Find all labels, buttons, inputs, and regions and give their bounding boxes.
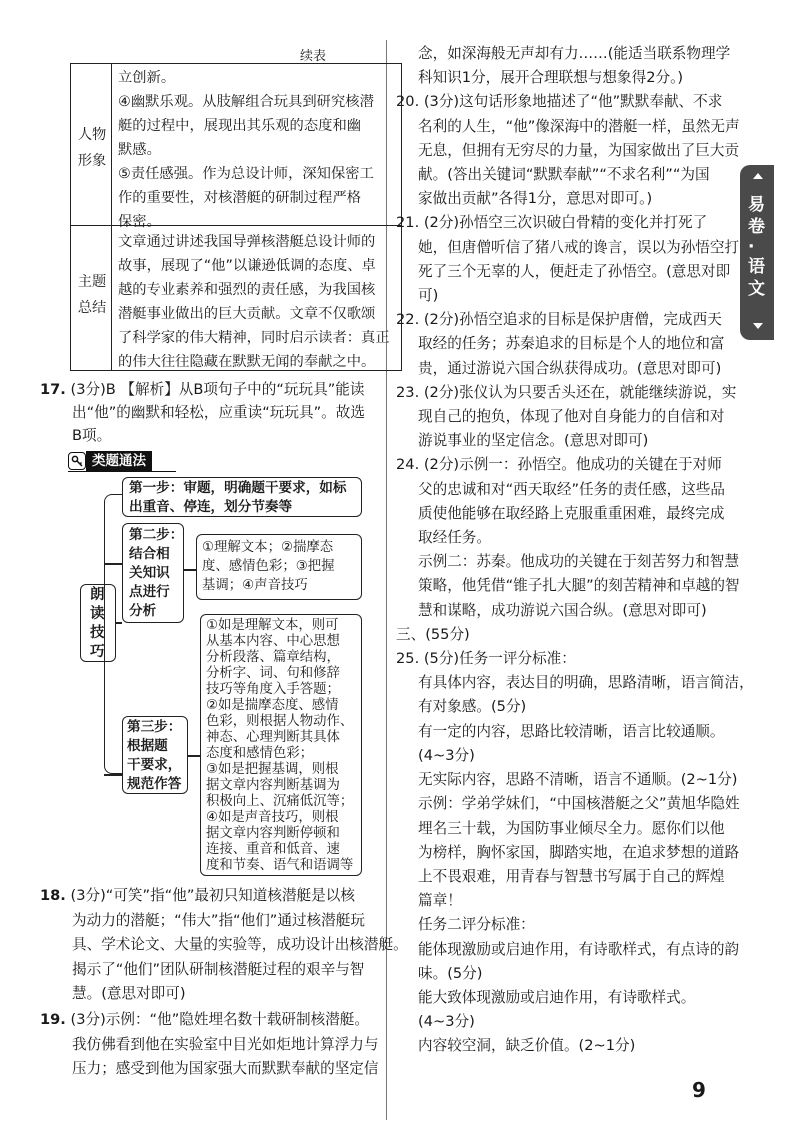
table-label-theme [77,269,107,321]
text-line: 贵，通过游说六国合纵获得成功。(意思对即可) [418,359,722,377]
diagram-step3-detail-text [206,618,353,874]
detail-line: 连接、重音和低音、速 [206,842,340,857]
character-theme-table [70,63,402,371]
cell-line: 艇的过程中，展现出其乐观的态度和幽 [118,118,362,134]
text-line: 示例：学弟学妹们，“中国核潜艇之父”黄旭华隐姓 [418,795,740,813]
text-line: 父的忠诚和对“西天取经”任务的责任感，这些品 [418,480,725,498]
table-label-column [71,64,112,370]
step-line: 规范作答 [127,776,182,792]
side-tab-char: 文 [748,279,765,299]
text-line: 内容较空洞，缺乏价值。(2~1分) [418,1037,636,1055]
cell-line: ⑤责任感强。作为总设计师，深知保密工 [118,166,374,182]
page-number: 9 [692,1078,706,1102]
step-line: 第一步：审题，明确题干要求，如标 [129,480,347,496]
answer-21-line: 21. (2分)孙悟空三次识破白骨精的变化并打死了 [396,214,708,232]
root-char: 读 [90,606,105,622]
detail-line: ③如是把握基调，则根 [206,762,339,777]
side-tab-char: · [748,237,755,257]
answer-17-line: 出“他”的幽默和轻松，应重读“玩玩具”。故选 [72,404,365,421]
answer-18 [40,884,408,1007]
text-line: 现自己的抱负，体现了他对自身能力的自信和对 [418,408,725,426]
detail-line: ②如是揣摩态度、感情 [206,698,339,713]
cell-line: 越的专业素养和强烈的责任感，为我国核 [118,282,376,298]
answer-24-line: 24. (2分)示例一：孙悟空。他成功的关键在于对师 [396,456,722,474]
text-line: 有具体内容，表达目的明确，思路清晰，语言简洁， [418,674,754,692]
diagram-root-label [90,586,105,662]
text-line: 有对象感。(5分) [418,698,527,716]
answer-25-line: 25. (5分)任务一评分标准： [396,650,576,668]
detail-line: 技巧等角度入手答题； [206,682,340,697]
text-line: 示例二：苏秦。他成功的关键在于刻苦努力和智慧 [418,553,740,571]
step-line: 分析 [129,603,157,619]
text-line: 取经任务。 [418,529,491,547]
diagram-branch-arc [104,494,122,774]
text-line: (4~3分) [418,746,475,764]
text-line: 任务二评分标准： [418,916,535,934]
cell-line: 默感。 [118,142,161,158]
answer-19-line [40,1008,378,1033]
detail-line: 态度和感情色彩； [206,746,314,761]
diagram-step2-text [129,526,183,621]
side-tab-char: 卷 [748,217,765,237]
text-line: 名利的人生，“他”像深海中的潜艇一样，虽然无声 [418,117,740,135]
text-line: 游说事业的坚定信念。(意思对即可) [418,432,649,450]
cell-line: ④幽默乐观。从肢解组合玩具到研究核潜 [118,94,374,110]
question-number: 18. [40,887,66,904]
detail-line: 分析字、词、句和修辞 [206,666,340,681]
text-line: 她，但唐僧听信了猪八戒的谗言，误以为孙悟空打 [418,238,740,256]
method-badge [68,451,152,471]
diagram-connector [104,563,122,565]
answer-20-line: 20. (3分)这句话形象地描述了“他”默默奉献、不求 [396,93,723,111]
text-line: 能体现激励或启迪作用，有诗歌样式，有点诗的韵 [418,940,740,958]
detail-line: ①如是理解文本，则可 [206,618,339,633]
step-line: 点进行 [129,584,170,600]
text-line: 无实际内容，思路不清晰，语言不通顺。(2~1分) [418,771,738,789]
cell-line: 的伟大往往隐藏在默默无闻的奉献之中。 [118,354,376,370]
answer-17-line: B项。 [72,427,112,444]
detail-line: 据文章内容判断停顿和 [206,826,340,841]
text-line: 有一定的内容，思路比较清晰，语言比较通顺。 [418,722,725,740]
diagram-connector [188,755,200,757]
table-label-character [77,122,107,174]
text-line: 能大致体现激励或启迪作用，有诗歌样式。 [418,988,696,1006]
text-line: 篇章！ [418,892,462,910]
root-char: 技 [90,625,105,641]
diagram-connector [104,774,122,776]
diagram-step2-detail-text [202,538,335,595]
detail-line: 分析段落、篇章结构， [206,650,340,665]
detail-line: ①理解文本；②揣摩态 [202,540,334,555]
text-line: 质使他能够在取经路上克服重重困难，最终完成 [418,504,725,522]
text-line: 献。(答出关键词“默默奉献”“不求名利”“为国 [418,166,710,184]
continued-label: 续表 [300,49,327,64]
text-line: 念，如深海般无声却有力……(能适当联系物理学 [418,45,731,62]
detail-line: ④如是声音技巧，则根 [206,810,339,825]
diagram-step3-detail-box [200,614,362,876]
diagram-connector [184,569,196,571]
triangle-down-icon [753,323,763,329]
diagram-step3-text [127,718,181,794]
answer-19-line: 压力；感受到他为国家强大而默默奉献的坚定信 [72,1060,379,1077]
answer-18-line: 为动力的潜艇；“伟大”指“他们”通过核潜艇玩 [72,911,365,929]
diagram-step3-box [122,716,188,794]
label-line: 形象 [77,153,107,169]
text-line: 家做出贡献”各得1分，意思对即可。) [418,190,653,208]
diagram-step1-text [129,479,347,517]
answer-23-line: 23. (2分)张仪认为只要舌头还在，就能继续游说，实 [396,383,737,401]
cell-line: 文章通过讲述我国导弹核潜艇总设计师的 [118,234,376,250]
answer-text: (3分)“可笑”指“他”最初只知道核潜艇是以核 [70,887,355,904]
answer-18-line: 慧。(意思对即可) [72,985,186,1002]
detail-line: 从基本内容、中心思想 [206,634,340,649]
step-line: 干要求， [127,757,182,773]
table-cell-character [118,66,374,234]
text-line: 死了三个无辜的人，便赶走了孙悟空。(意思对即 [418,262,731,280]
text-line: 慧和谋略，成功游说六国合纵。(意思对即可) [418,601,707,619]
text-line: 可) [418,287,439,305]
badge-underline [68,471,176,472]
step-line: 根据题 [127,738,168,754]
detail-line: 积极向上、沉痛低沉等； [206,794,354,809]
text-line: 上不畏艰难，用青春与智慧书写属于自己的辉煌 [418,867,725,885]
detail-line: 神态、心理判断其具体 [206,730,340,745]
text-line: 科知识1分，展开合理联想与想象得2分。) [418,69,684,87]
method-badge-label: 类题通法 [86,451,152,471]
step-line: 结合相 [129,546,170,562]
diagram-step1-box [122,477,362,517]
side-tab-char: 易 [748,195,765,215]
step-line: 出重音、停连，划分节奏等 [129,499,293,515]
text-line: 埋名三十载，为国防事业倾尽全力。愿你们以他 [418,819,725,837]
answer-text: (3分)示例：“他”隐姓埋名数十载研制核潜艇。 [70,1011,369,1028]
cell-line: 作的重要性，对核潜艇的研制过程严格 [118,190,362,206]
answer-18-line: 具、学术论文、大量的实验等，成功设计出核潜艇。 [72,936,408,953]
step-line: 第二步： [129,527,184,543]
triangle-up-icon [753,173,763,179]
cell-line: 立创新。 [118,70,176,86]
side-section-tab [740,165,774,340]
diagram-step2-detail-box [196,534,362,600]
key-icon [68,452,86,470]
text-line: 策略，他凭借“锥子扎大腿”的刻苦精神和卓越的智 [418,577,740,595]
text-line: 取经的任务；苏秦追求的目标是个人的地位和富 [418,335,725,353]
cell-line: 了科学家的伟大精神，同时启示读者：真正 [118,330,390,346]
text-line: 无息，但拥有无穷尽的力量，为国家做出了巨大贡 [418,141,740,159]
label-line: 总结 [77,300,107,316]
diagram-step2-box [122,523,184,623]
detail-line: 色彩，则根据人物动作、 [206,714,354,729]
answer-22-line: 22. (2分)孙悟空追求的目标是保护唐僧，完成西天 [396,311,722,329]
label-line: 主题 [77,274,107,290]
answer-text: (3分)B 【解析】从B项句子中的“玩玩具”能读 [70,381,365,398]
detail-line: 据文章内容判断基调为 [206,778,340,793]
answer-18-line: 揭示了“他们”团队研制核潜艇过程的艰辛与智 [72,960,365,978]
side-tab-char: 语 [748,257,765,277]
text-line: 为榜样，胸怀家国，脚踏实地，在追求梦想的道路 [418,843,740,861]
label-line: 人物 [77,127,107,143]
cell-line: 故事，展现了“他”以谦逊低调的态度、卓 [118,258,376,274]
question-number: 19. [40,1011,66,1028]
table-cell-theme [118,230,390,374]
detail-line: 度和节奏、语气和语调等 [206,858,354,873]
detail-line: 基调；④声音技巧 [202,578,308,593]
question-number: 17. [40,381,66,398]
answer-18-line [40,884,408,909]
text-line: 味。(5分) [418,964,483,982]
step-line: 第三步： [127,719,182,735]
text-line: (4~3分) [418,1013,475,1031]
answer-19 [40,1008,378,1082]
detail-line: 度、感情色彩；③把握 [202,559,335,574]
cell-line: 保密。 [118,214,161,230]
answer-17-line [40,378,365,401]
right-column-text [396,42,754,1059]
root-char: 巧 [90,644,105,660]
answer-17 [40,378,365,447]
answer-19-line: 我仿佛看到他在实验室中目光如炬地计算浮力与 [72,1035,379,1053]
step-line: 关知识 [129,565,170,581]
section-header: 三、(55分) [396,625,470,643]
cell-line: 潜艇事业做出的巨大贡献。文章不仅歌颂 [118,306,376,322]
root-char: 朗 [90,587,105,603]
